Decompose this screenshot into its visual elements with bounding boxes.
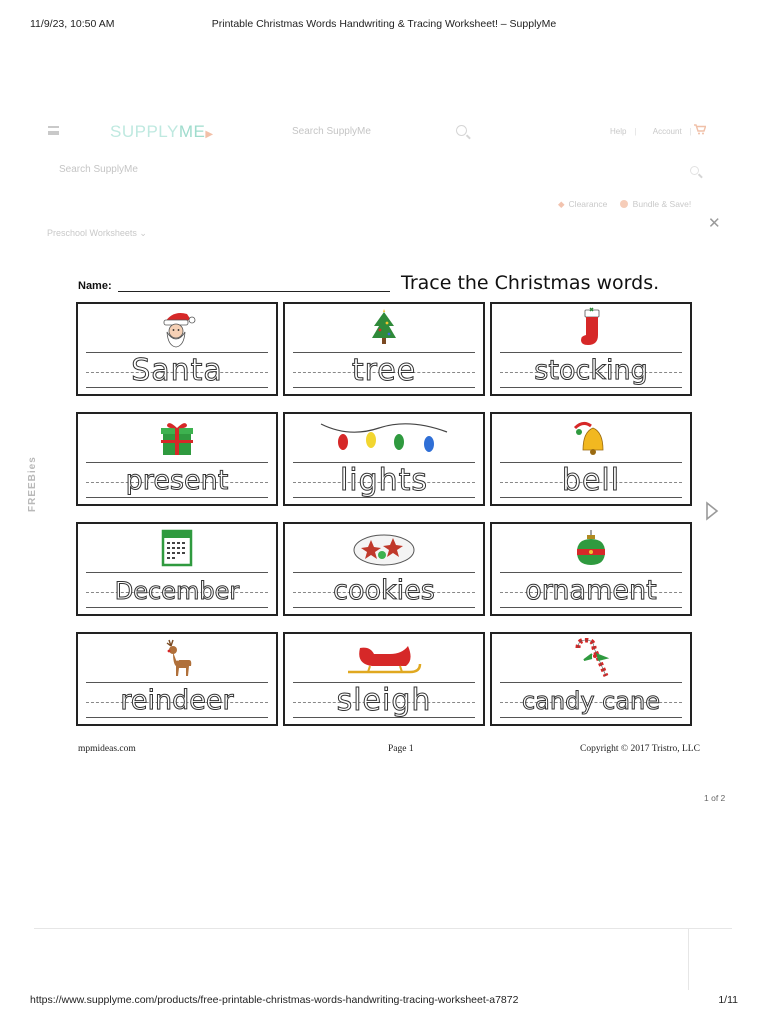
trace-card [490,302,692,396]
ornament-icon [492,528,690,568]
christmas-tree-icon [285,308,483,348]
print-page-number: 1/11 [718,994,738,1006]
divider [34,928,732,929]
sleigh-icon [285,638,483,678]
worksheet-page [66,268,702,768]
print-footer [30,994,738,1006]
trace-word: Santa [131,353,223,388]
supplyme-logo[interactable]: SUPPLYME▶ [110,122,214,141]
cookies-icon [285,528,483,568]
trace-card [490,522,692,616]
trace-card [490,632,692,726]
account-link[interactable]: Account [652,127,682,136]
worksheet-title: Trace the Christmas words. [401,272,660,294]
trace-card [283,522,485,616]
present-icon [78,418,276,458]
trace-card [490,412,692,506]
candy-cane-icon [492,638,690,678]
stocking-icon [492,308,690,348]
next-page-arrow-icon[interactable] [705,501,719,526]
breadcrumb[interactable]: Preschool Worksheets ⌄ [47,228,147,237]
name-label: Name: [78,280,112,292]
trace-word: stocking [534,355,648,386]
trace-card [283,412,485,506]
trace-word: candy cane [521,687,661,715]
name-line [118,291,390,292]
header-search-input[interactable]: Search SupplyMe [292,126,371,137]
secondary-search-input[interactable]: Search SupplyMe [59,164,138,175]
trace-word: reindeer [120,685,234,716]
worksheet-footer-right: Copyright © 2017 Tristro, LLC [580,744,700,754]
trace-word: present [125,465,229,496]
trace-word: lights [339,463,429,498]
secondary-search-icon[interactable] [690,166,699,175]
print-page-title: Printable Christmas Words Handwriting & Tracing Worksheet! – SupplyMe [211,18,557,30]
trace-card [76,522,278,616]
freebies-side-tab[interactable]: FREEBies [27,456,38,512]
trace-word: bell [561,463,621,498]
trace-card [76,302,278,396]
logo-supply-text: SUPPLY [110,122,179,141]
tag-icon: ◆ [558,199,565,209]
divider [688,928,689,990]
menu-icon[interactable] [48,126,59,135]
search-icon[interactable] [456,125,467,136]
cart-icon[interactable] [694,124,706,138]
bundle-icon [620,200,628,208]
reindeer-icon [78,638,276,678]
trace-word: tree [351,353,417,388]
trace-word: cookies [333,575,435,606]
lights-icon [285,418,483,458]
close-icon[interactable]: ✕ [708,215,721,232]
calendar-icon [78,528,276,568]
trace-card [76,632,278,726]
bundle-link[interactable]: Bundle & Save! [632,199,692,209]
promo-links [558,199,691,210]
worksheet-footer-center: Page 1 [388,744,414,754]
trace-card [283,302,485,396]
logo-me-text: ME [178,122,206,141]
trace-word: ornament [525,575,657,606]
viewer-page-count: 1 of 2 [704,793,726,803]
bell-icon [492,418,690,458]
clearance-link[interactable]: Clearance [568,199,608,209]
breadcrumb-label: Preschool Worksheets [47,228,137,237]
header-links: Help | Account | [610,127,692,136]
trace-card [283,632,485,726]
print-url: https://www.supplyme.com/products/free-printable-christmas-words-handwriting-tracing-worksheet-a7872 [30,994,519,1006]
trace-word: December [114,577,240,605]
trace-card [76,412,278,506]
help-link[interactable]: Help [610,127,627,136]
site-header [40,118,728,146]
print-timestamp: 11/9/23, 10:50 AM [30,18,115,30]
santa-icon [78,308,276,348]
trace-word: sleigh [336,683,432,718]
worksheet-footer-left: mpmideas.com [78,744,136,754]
